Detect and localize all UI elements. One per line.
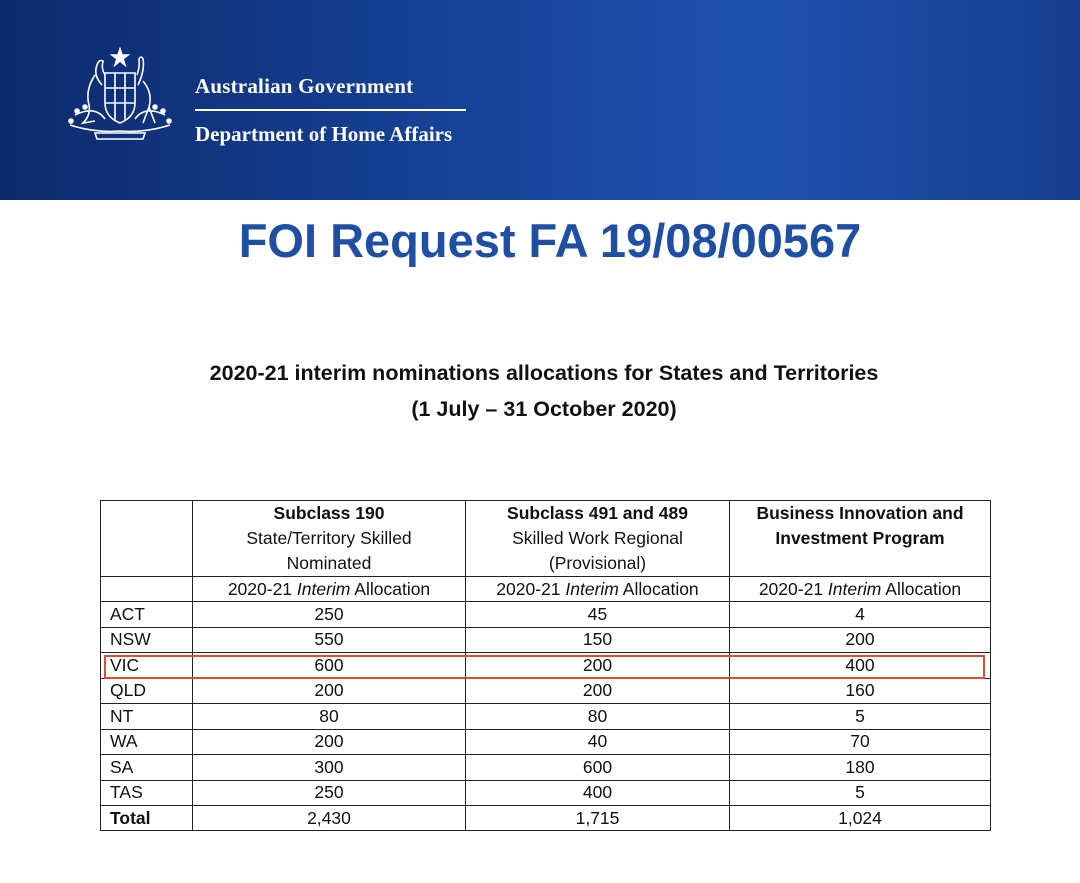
table-row	[101, 602, 991, 628]
value-cell: 200	[193, 729, 466, 755]
header-cell	[193, 501, 466, 577]
value-cell: 400	[466, 780, 730, 806]
table-row	[101, 755, 991, 781]
state-cell: NSW	[101, 627, 193, 653]
value-cell: 200	[730, 627, 991, 653]
table-row	[101, 678, 991, 704]
total-value-cell: 1,715	[466, 806, 730, 831]
value-cell: 200	[466, 653, 730, 679]
column-subheading: State/Territory Skilled	[246, 528, 412, 548]
department-name: Department of Home Affairs	[195, 121, 453, 146]
value-cell: 600	[193, 653, 466, 679]
value-cell: 250	[193, 780, 466, 806]
table-row	[101, 627, 991, 653]
value-cell: 300	[193, 755, 466, 781]
value-cell: 600	[466, 755, 730, 781]
table-caption	[0, 355, 1080, 427]
total-label: Total	[101, 806, 193, 831]
allocation-label: 2020-21 Interim Allocation	[730, 577, 991, 602]
table-header-row	[101, 501, 991, 577]
value-cell: 200	[466, 678, 730, 704]
allocation-label-row	[101, 577, 991, 602]
value-cell: 180	[730, 755, 991, 781]
column-subheading: Skilled Work Regional	[512, 528, 683, 548]
total-value-cell: 2,430	[193, 806, 466, 831]
state-cell: TAS	[101, 780, 193, 806]
total-row	[101, 806, 991, 831]
header-banner	[0, 0, 1080, 200]
column-heading: Subclass 491 and 489	[507, 503, 688, 523]
page-title: FOI Request FA 19/08/00567	[238, 214, 862, 267]
allocation-label: 2020-21 Interim Allocation	[193, 577, 466, 602]
wordmark-divider	[195, 109, 466, 111]
government-wordmark	[195, 74, 466, 147]
coat-of-arms-icon	[55, 45, 185, 145]
value-cell: 80	[193, 704, 466, 730]
value-cell: 400	[730, 653, 991, 679]
government-name: Australian Government	[195, 74, 414, 98]
empty-cell	[101, 577, 193, 602]
column-subheading: (Provisional)	[548, 553, 647, 573]
state-cell: SA	[101, 755, 193, 781]
value-cell: 70	[730, 729, 991, 755]
state-cell: NT	[101, 704, 193, 730]
value-cell: 160	[730, 678, 991, 704]
allocation-table	[100, 500, 991, 831]
column-heading: Subclass 190	[273, 503, 385, 523]
value-cell: 5	[730, 780, 991, 806]
table-row	[101, 653, 991, 679]
value-cell: 5	[730, 704, 991, 730]
state-cell: QLD	[101, 678, 193, 704]
state-cell: WA	[101, 729, 193, 755]
value-cell: 45	[466, 602, 730, 628]
column-heading: Investment Program	[775, 528, 945, 548]
header-cell	[466, 501, 730, 577]
value-cell: 250	[193, 602, 466, 628]
header-corner-cell	[101, 501, 193, 577]
value-cell: 40	[466, 729, 730, 755]
total-value-cell: 1,024	[730, 806, 991, 831]
allocation-label: 2020-21 Interim Allocation	[466, 577, 730, 602]
table-row	[101, 729, 991, 755]
value-cell: 4	[730, 602, 991, 628]
column-heading: Business Innovation and	[756, 503, 964, 523]
value-cell: 150	[466, 627, 730, 653]
table-row	[101, 780, 991, 806]
caption-line-2: (1 July – 31 October 2020)	[411, 397, 677, 421]
value-cell: 200	[193, 678, 466, 704]
caption-line-1: 2020-21 interim nominations allocations for States and Territories	[209, 361, 879, 385]
column-subheading: Nominated	[286, 553, 372, 573]
state-cell: VIC	[101, 653, 193, 679]
state-cell: ACT	[101, 602, 193, 628]
value-cell: 550	[193, 627, 466, 653]
table-row	[101, 704, 991, 730]
value-cell: 80	[466, 704, 730, 730]
header-cell	[730, 501, 991, 577]
